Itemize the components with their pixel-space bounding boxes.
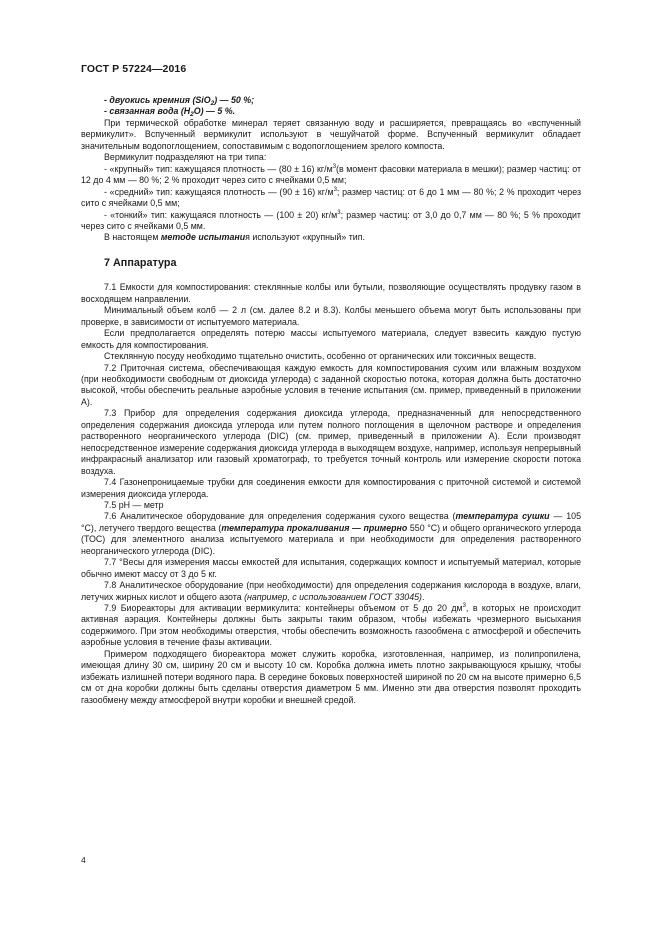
composition-bound-water: - связанная вода $(H_2O)$ — 5 %. <box>104 106 236 119</box>
section-title-apparatus: 7 Аппаратура <box>104 256 177 269</box>
document-header: ГОСТ Р 57224—2016 <box>81 63 187 75</box>
paragraph-7-9-example: Примером подходящего биореактора может служить коробка, изготовленная, например, из полипропилена, имеющая длину 30 см, ширину 20 см и высоту 10 см. Коробка должна иметь плотно закрывающуюся крышку, чтобы избежать излишней потери водяного пара. В середине боковых поверхностей шириной по 20 см на высоте примерно 6,5 см от дна коробки должны быть сделаны отверстия диаметром 5 мм. Именно эти два отверстия позволят проходить газообмену между атмосферой внутри коробки и внешней средой. <box>81 648 581 705</box>
paragraph-7-1-clean: Стеклянную посуду необходимо тщательно очистить, особенно от органических или токсичных веществ. <box>104 351 537 362</box>
paragraph-7-7: 7.7 °Весы для измерения массы емкостей для испытания, содержащих компост и испытуемый материал, которые обычно имеют массу от 3 до 5 кг. <box>81 557 581 579</box>
document-body <box>81 95 581 706</box>
paragraph-7-9: 7.9 Биореакторы для активации вермикулита: контейнеры объемом от 5 до 20 $дм^3$, в которых не происходит активная аэрация. Контейнеры должны быть закрыты таким образом, чтобы избежать чрезмерного высыхания содержимого. При этом необходимы отверстия, чтобы обеспечить возможность газообмена с атмосферой и обеспечить аэробные условия в течение фазы активации. <box>81 603 581 648</box>
paragraph-7-1-volume: Минимальный объем колб — 2 л (см. далее 8.2 и 8.3). Колбы меньшего объема могут быть использованы при проверке, в зависимости от испытуемого материала. <box>81 305 581 327</box>
paragraph-7-1-weigh: Если предполагается определять потерю массы испытуемого материала, следует взвесить каждую пустую емкость для компостирования. <box>81 328 581 350</box>
paragraph-heat-treatment: При термической обработке минерал теряет связанную воду и расширяется, превращаясь во «вспученный вермикулит». Вспученный вермикулит используют в чешуйчатой форме. Вспученный вермикулит обладает значительным водопоглощением, сопоставимым с водопоглощением зрелого компоста. <box>81 117 581 151</box>
page-number: 4 <box>81 855 86 865</box>
paragraph-7-5: 7.5 pH — метр <box>104 499 164 510</box>
paragraph-7-8: 7.8 Аналитическое оборудование (при необходимости) для определения содержания кислорода в воздухе, влаги, летучих жирных кислот и общего азота (например, с использованием ГОСТ 33045). <box>81 580 581 602</box>
paragraph-types-intro: Вермикулит подразделяют на три типа: <box>104 152 267 163</box>
paragraph-7-6: 7.6 Аналитическое оборудование для определения содержания сухого вещества (температура сушки — 105 °С), летучего твердого вещества (температура прокаливания — примерно 550 °С) и общего органического углерода (ТОС) для элементного анализа испытуемого материала и при необходимости для определения растворенного неорганического углерода (DIC). <box>81 511 582 556</box>
paragraph-7-1: 7.1 Емкости для компостирования: стеклянные колбы или бутыли, позволяющие осуществлять продувку газом в восходящем направлении. <box>81 282 581 304</box>
paragraph-type-fine: - «тонкий» тип: кажущаяся плотность — (100 ± 20) $кг/м^3$; размер частиц: от 3,0 до 0,7 мм — 80 %; 5 % проходит через сито с ячейками 0,5 мм. <box>81 209 581 231</box>
paragraph-type-large: - «крупный» тип: кажущаяся плотность — (80 ± 16) $кг/м^3(в$ момент фасовки материала в мешки); размер частиц: от 12 до 4 мм — 80 %; 2 % проходит через сито с ячейками 0,5 мм; <box>81 163 581 186</box>
paragraph-7-3: 7.3 Прибор для определения содержания диоксида углерода, предназначенный для непосредственного определения содержания диоксида углерода или путем полного поглощения в щелочном растворе и определения растворенного неорганического углерода (DIC) (см. пример, приведенный в приложении А). Если производят непосредственное измерение содержания диоксида углерода в выходящем воздухе, например, используя непрерывный инфракрасный анализатор или газовый хроматограф, то требуется точный контроль или измерение скорости потока воздуха. <box>81 408 581 476</box>
paragraph-method-type: В настоящем методе испытания используют «крупный» тип. <box>104 232 365 243</box>
paragraph-7-4: 7.4 Газонепроницаемые трубки для соединения емкости для компостирования с приточной системой и системой измерения диоксида углерода. <box>81 477 581 499</box>
paragraph-7-2: 7.2 Приточная система, обеспечивающая каждую емкость для компостирования сухим или влажным воздухом (при необходимости свободным от диоксида углерода) с заданной скоростью потока, которая должна быть достаточно высокой, чтобы обеспечить реальные аэробные условия в течение испытания (см. пример, приведенный в приложении А). <box>81 362 581 407</box>
paragraph-type-medium: - «средний» тип: кажущаяся плотность — (90 ± 16) $кг/м^3$; размер частиц: от 6 до 1 мм — 80 %; 2 % проходит через сито с ячейками 0,5 мм; <box>81 186 582 209</box>
composition-silica: - двуокись кремния (SiO$_2$) — 50 %; <box>104 95 255 107</box>
